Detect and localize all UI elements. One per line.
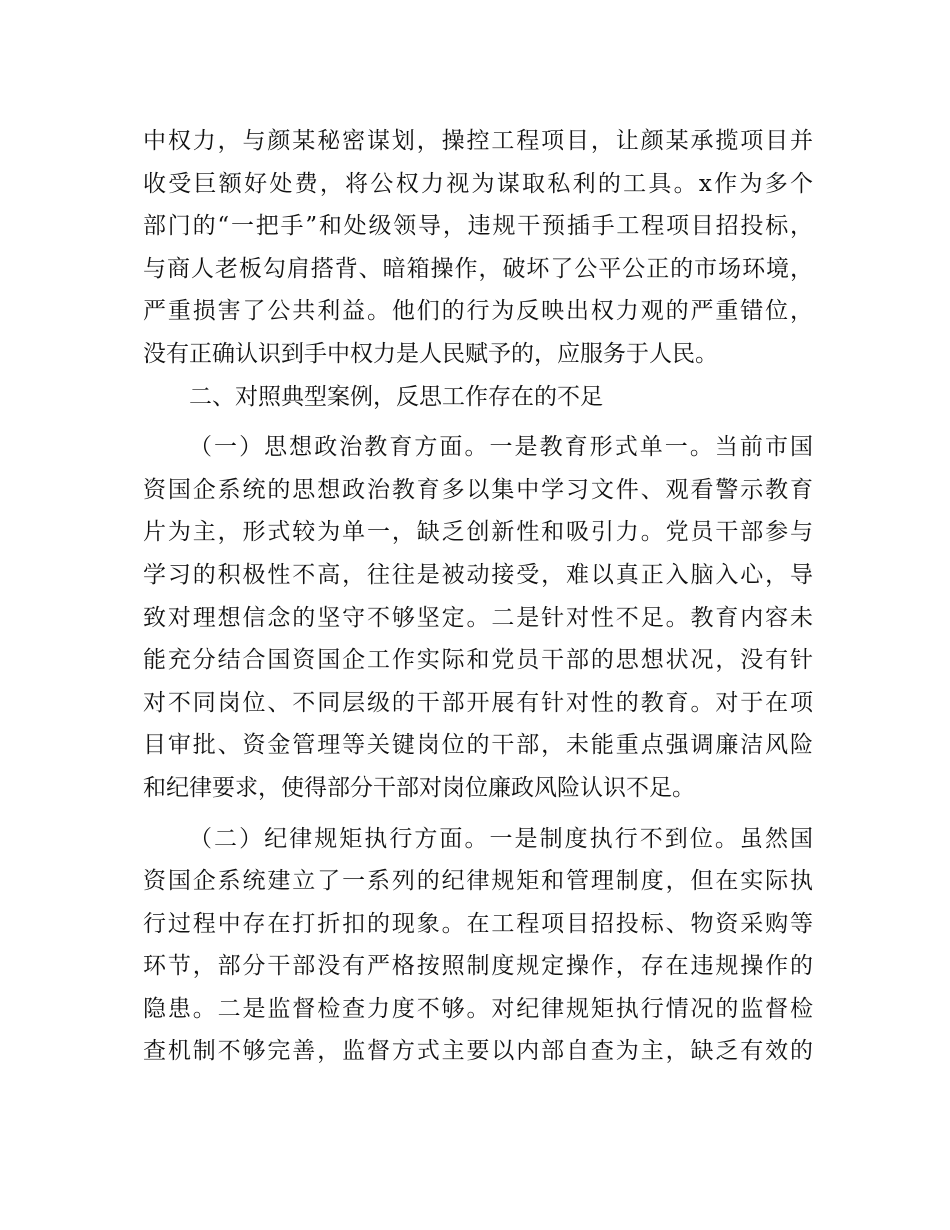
paragraph-3-line-2: 资国企系统的思想政治教育多以集中学习文件、观看警示教育 — [143, 476, 813, 503]
paragraph-3-line-8: 目审批、资金管理等关键岗位的干部，未能重点强调廉洁风险 — [143, 732, 813, 759]
paragraph-1-line-5: 严重损害了公共利益。他们的行为反映出权力观的严重错位， — [143, 298, 813, 325]
paragraph-4-line-6: 查机制不够完善，监督方式主要以内部自查为主，缺乏有效的 — [143, 1038, 813, 1065]
paragraph-4-line-1: （二）纪律规矩执行方面。一是制度执行不到位。虽然国 — [189, 825, 813, 852]
paragraph-3-line-1: （一）思想政治教育方面。一是教育形式单一。当前市国 — [189, 434, 813, 461]
paragraph-3-line-3: 片为主，形式较为单一，缺乏创新性和吸引力。党员干部参与 — [143, 519, 813, 546]
paragraph-3-line-6: 能充分结合国资国企工作实际和党员干部的思想状况，没有针 — [143, 647, 813, 674]
paragraph-3-line-7: 对不同岗位、不同层级的干部开展有针对性的教育。对于在项 — [143, 689, 813, 716]
paragraph-3-line-9: 和纪律要求，使得部分干部对岗位廉政风险认识不足。 — [143, 774, 695, 801]
paragraph-4-line-5: 隐患。二是监督检查力度不够。对纪律规矩执行情况的监督检 — [143, 995, 813, 1022]
paragraph-1-line-4: 与商人老板勾肩搭背、暗箱操作，破坏了公平公正的市场环境， — [143, 255, 813, 282]
document-body — [143, 120, 813, 1073]
paragraph-spacer — [143, 418, 813, 426]
paragraph-4-line-3: 行过程中存在打折扣的现象。在工程项目招投标、物资采购等 — [143, 910, 813, 937]
paragraph-1-line-1: 中权力，与颜某秘密谋划，操控工程项目，让颜某承揽项目并 — [143, 128, 813, 154]
paragraph-3-line-4: 学习的积极性不高，往往是被动接受，难以真正入脑入心，导 — [143, 561, 813, 588]
paragraph-4-line-4: 环节，部分干部没有严格按照制度规定操作，存在违规操作的 — [143, 953, 813, 980]
paragraph-spacer — [143, 810, 813, 818]
section-heading-2: 二、对照典型案例，反思工作存在的不足 — [189, 383, 603, 410]
paragraph-1-line-6: 没有正确认识到手中权力是人民赋予的，应服务于人民。 — [143, 340, 718, 367]
paragraph-4-line-2: 资国企系统建立了一系列的纪律规矩和管理制度，但在实际执 — [143, 868, 813, 895]
paragraph-1-line-2: 收受巨额好处费，将公权力视为谋取私利的工具。x作为多个 — [143, 170, 813, 197]
paragraph-1-line-3: 部门的“一把手”和处级领导，违规干预插手工程项目招投标， — [143, 213, 813, 240]
paragraph-3-line-5: 致对理想信念的坚守不够坚定。二是针对性不足。教育内容未 — [143, 604, 813, 631]
